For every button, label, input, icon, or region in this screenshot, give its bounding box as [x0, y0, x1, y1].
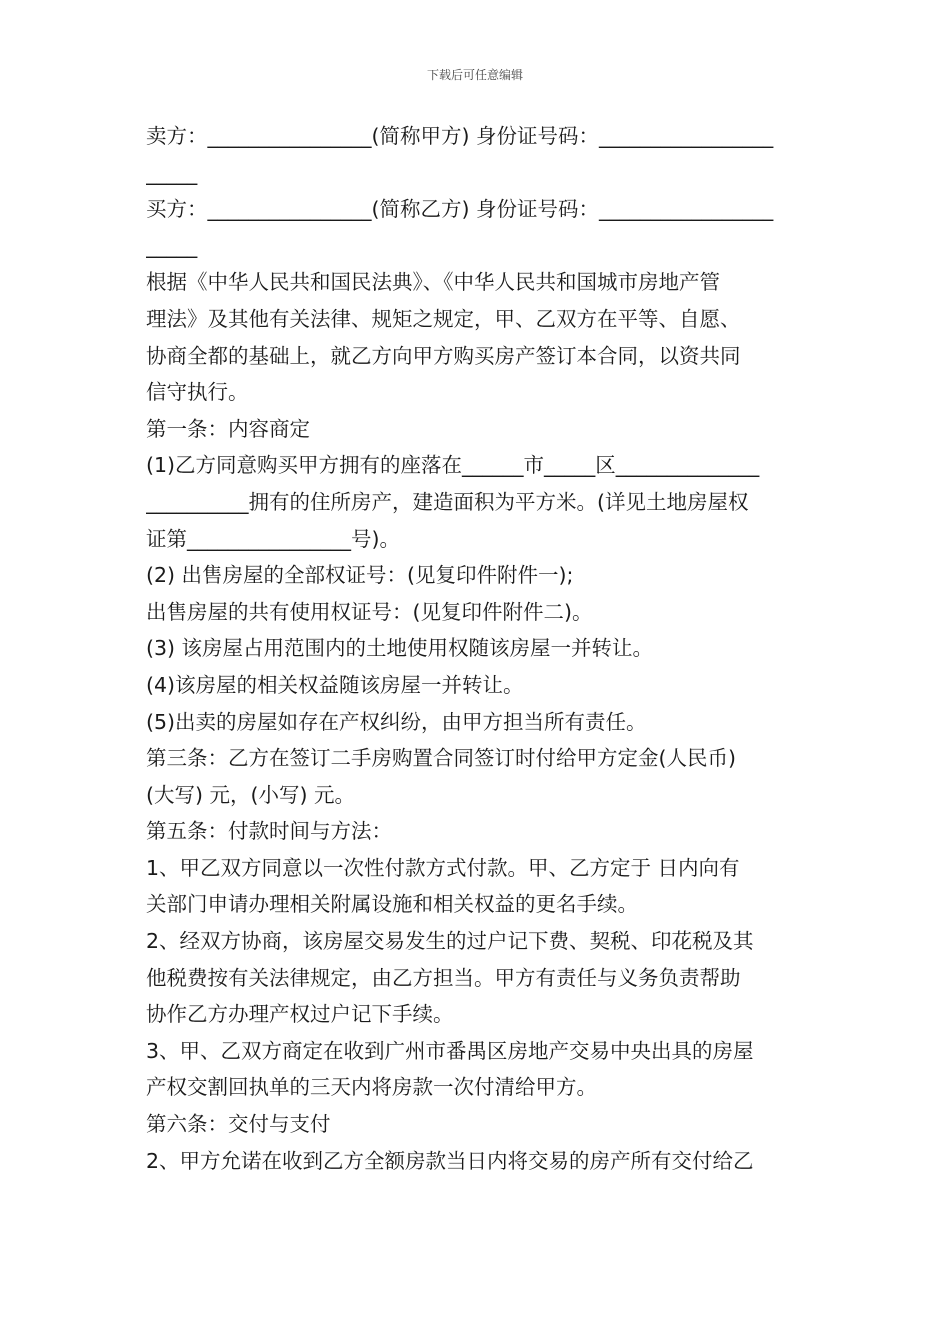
text-line: 协商全都的基础上，就乙方向甲方购买房产签订本合同，以资共同: [146, 343, 741, 368]
text-line: (3) 该房屋占用范围内的土地使用权随该房屋一并转让。: [146, 636, 654, 661]
text-line: 产权交割回执单的三天内将房款一次付清给甲方。: [146, 1075, 597, 1100]
text-line: (5)出卖的房屋如存在产权纠纷，由甲方担当所有责任。: [146, 709, 647, 734]
text-line: 2、经双方协商，该房屋交易发生的过户记下费、契税、印花税及其: [146, 929, 754, 954]
text-line: 第五条：付款时间与方法：: [146, 819, 392, 844]
text-line: 卖方：________________(简称甲方) 身份证号码：_________________: [146, 124, 774, 148]
text-line: (1)乙方同意购买甲方拥有的座落在______市_____区______________: [146, 453, 760, 478]
text-line: (2) 出售房屋的全部权证号：(见复印件附件一);: [146, 563, 574, 588]
text-line: 他税费按有关法律规定，由乙方担当。甲方有责任与义务负责帮助: [146, 965, 741, 990]
text-line: (大写) 元，(小写) 元。: [146, 782, 356, 807]
text-line: 出售房屋的共有使用权证号：(见复印件附件二)。: [146, 599, 593, 624]
text-line: _____: [146, 160, 198, 185]
text-line: (4)该房屋的相关权益随该房屋一并转让。: [146, 672, 524, 697]
text-line: 3、甲、乙双方商定在收到广州市番禺区房地产交易中央出具的房屋: [146, 1038, 754, 1063]
text-line: 理法》及其他有关法律、规矩之规定，甲、乙双方在平等、自愿、: [146, 306, 741, 331]
text-line: 1、甲乙双方同意以一次性付款方式付款。甲、乙方定于 日内向有: [146, 855, 740, 880]
text-line: 证第________________号)。: [146, 526, 400, 551]
text-line: _____: [146, 233, 198, 258]
text-line: 根据《中华人民共和国民法典》、《中华人民共和国城市房地产管: [146, 270, 720, 295]
text-line: 关部门申请办理相关附属设施和相关权益的更名手续。: [146, 892, 638, 917]
page-header: 下载后可任意编辑: [426, 68, 523, 82]
text-line: 2、甲方允诺在收到乙方全额房款当日内将交易的房产所有交付给乙: [146, 1148, 754, 1173]
text-line: 协作乙方办理产权过户记下手续。: [146, 1002, 454, 1027]
text-line: 第三条：乙方在签订二手房购置合同签订时付给甲方定金(人民币): [146, 746, 736, 771]
document-body: [146, 118, 808, 1179]
text-line: 第一条：内容商定: [146, 416, 310, 441]
text-line: __________拥有的住所房产，建造面积为平方米。(详见土地房屋权: [146, 489, 749, 514]
text-line: 信守执行。: [146, 380, 249, 405]
text-line: 买方：________________(简称乙方) 身份证号码：_________________: [146, 197, 774, 222]
text-line: 第六条：交付与支付: [146, 1112, 331, 1137]
